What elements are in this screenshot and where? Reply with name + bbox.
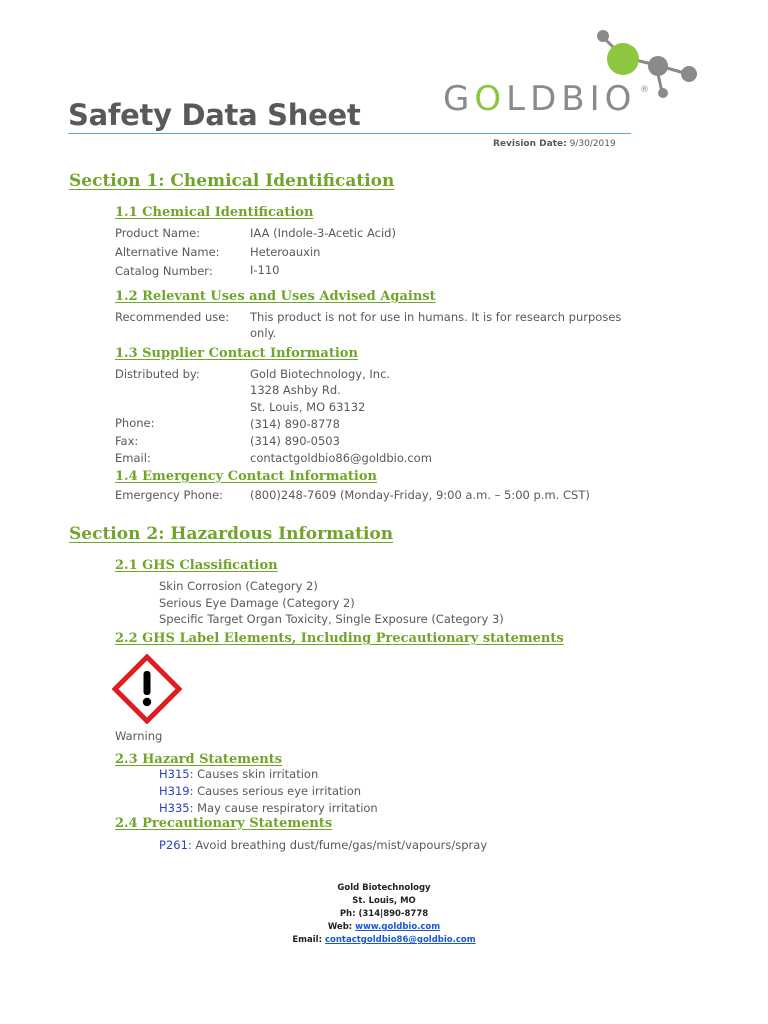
catalog-number-value: I-110 (250, 263, 280, 277)
product-name-value: IAA (Indole-3-Acetic Acid) (250, 226, 396, 240)
section-2-4-heading: 2.4 Precautionary Statements (115, 816, 333, 831)
emergency-phone-value: (800)248-7609 (Monday-Friday, 9:00 a.m. – 5:00 p.m. CST) (250, 488, 590, 502)
ghs-exclamation-pictogram-icon (112, 654, 182, 728)
section-1-3-heading: 1.3 Supplier Contact Information (115, 346, 358, 361)
hazard-statement (159, 766, 318, 782)
page-title: Safety Data Sheet (68, 98, 361, 132)
precautionary-statement (159, 837, 487, 853)
section-1-1-heading: 1.1 Chemical Identification (115, 205, 314, 220)
phone-value: (314) 890-8778 (250, 417, 340, 431)
footer-company: Gold Biotechnology (337, 883, 431, 893)
phone-label: Phone: (115, 416, 155, 430)
fax-label: Fax: (115, 434, 139, 448)
footer-email-link[interactable]: contactgoldbio86@goldbio.com (324, 935, 476, 945)
email-label: Email: (115, 451, 151, 465)
hazard-statement (159, 783, 361, 799)
fax-value: (314) 890-0503 (250, 434, 340, 448)
hazard-statement (159, 800, 378, 816)
recommended-use-line-2: only. (250, 326, 277, 340)
distributor-line-2: 1328 Ashby Rd. (250, 383, 341, 397)
logo-registered-mark: ® (640, 85, 649, 95)
ghs-classification-item: Specific Target Organ Toxicity, Single Exposure (Category 3) (159, 612, 504, 626)
footer-phone-value: (314|890-8778 (358, 909, 429, 919)
goldbio-logo-graphic (440, 22, 710, 122)
hazard-code: H335 (159, 801, 190, 815)
footer-location: St. Louis, MO (352, 896, 416, 906)
footer-email-label: Email: (292, 935, 322, 945)
signal-word: Warning (115, 729, 163, 743)
ghs-classification-item: Skin Corrosion (Category 2) (159, 579, 318, 593)
emergency-phone-label: Emergency Phone: (115, 488, 224, 502)
section-1-heading: Section 1: Chemical Identification (69, 171, 395, 191)
distributor-line-1: Gold Biotechnology, Inc. (250, 367, 391, 381)
section-2-1-heading: 2.1 GHS Classification (115, 558, 278, 573)
hazard-text: : Causes skin irritation (189, 767, 319, 781)
hazard-code: H315 (159, 767, 190, 781)
hazard-text: : Causes serious eye irritation (189, 784, 362, 798)
product-name-label: Product Name: (115, 226, 201, 240)
revision-label: Revision Date: (493, 139, 567, 149)
section-1-4-heading: 1.4 Emergency Contact Information (115, 469, 377, 484)
logo-text-part-g: G (443, 79, 475, 119)
revision-date (493, 139, 616, 149)
distributor-line-3: St. Louis, MO 63132 (250, 400, 366, 414)
section-2-2-heading: 2.2 GHS Label Elements, Including Precautionary statements (115, 631, 564, 646)
hazard-code: H319 (159, 784, 190, 798)
alt-name-value: Heteroauxin (250, 245, 321, 259)
hazard-text: : May cause respiratory irritation (189, 801, 378, 815)
footer-email (0, 934, 768, 947)
logo-text-part-o: O (474, 79, 507, 119)
footer-web-label: Web: (327, 922, 353, 932)
footer-web-link[interactable]: www.goldbio.com (355, 922, 441, 932)
footer (0, 882, 768, 947)
ghs-classification-item: Serious Eye Damage (Category 2) (159, 596, 355, 610)
footer-phone (0, 908, 768, 921)
precaution-text: : Avoid breathing dust/fume/gas/mist/vapours/spray (187, 838, 488, 852)
goldbio-logo (440, 22, 710, 126)
section-2-heading: Section 2: Hazardous Information (69, 524, 394, 544)
footer-web (0, 921, 768, 934)
hazard-diamond-graphic (112, 654, 182, 724)
distributed-by-label: Distributed by: (115, 367, 200, 381)
section-2-3-heading: 2.3 Hazard Statements (115, 752, 283, 767)
email-value[interactable]: contactgoldbio86@goldbio.com (250, 451, 432, 465)
footer-phone-label: Ph: (339, 909, 356, 919)
recommended-use-line-1: This product is not for use in humans. It is for research purposes (250, 310, 622, 324)
section-1-2-heading: 1.2 Relevant Uses and Uses Advised Against (115, 289, 436, 304)
title-divider (68, 133, 631, 134)
revision-value: 9/30/2019 (569, 139, 616, 149)
svg-text:GOLDBIO (443, 79, 636, 119)
catalog-number-label: Catalog Number: (115, 264, 213, 278)
alt-name-label: Alternative Name: (115, 245, 220, 259)
recommended-use-label: Recommended use: (115, 310, 230, 324)
precaution-code: P261 (159, 838, 188, 852)
logo-text-part-ldbio: LDBIO (506, 79, 637, 119)
